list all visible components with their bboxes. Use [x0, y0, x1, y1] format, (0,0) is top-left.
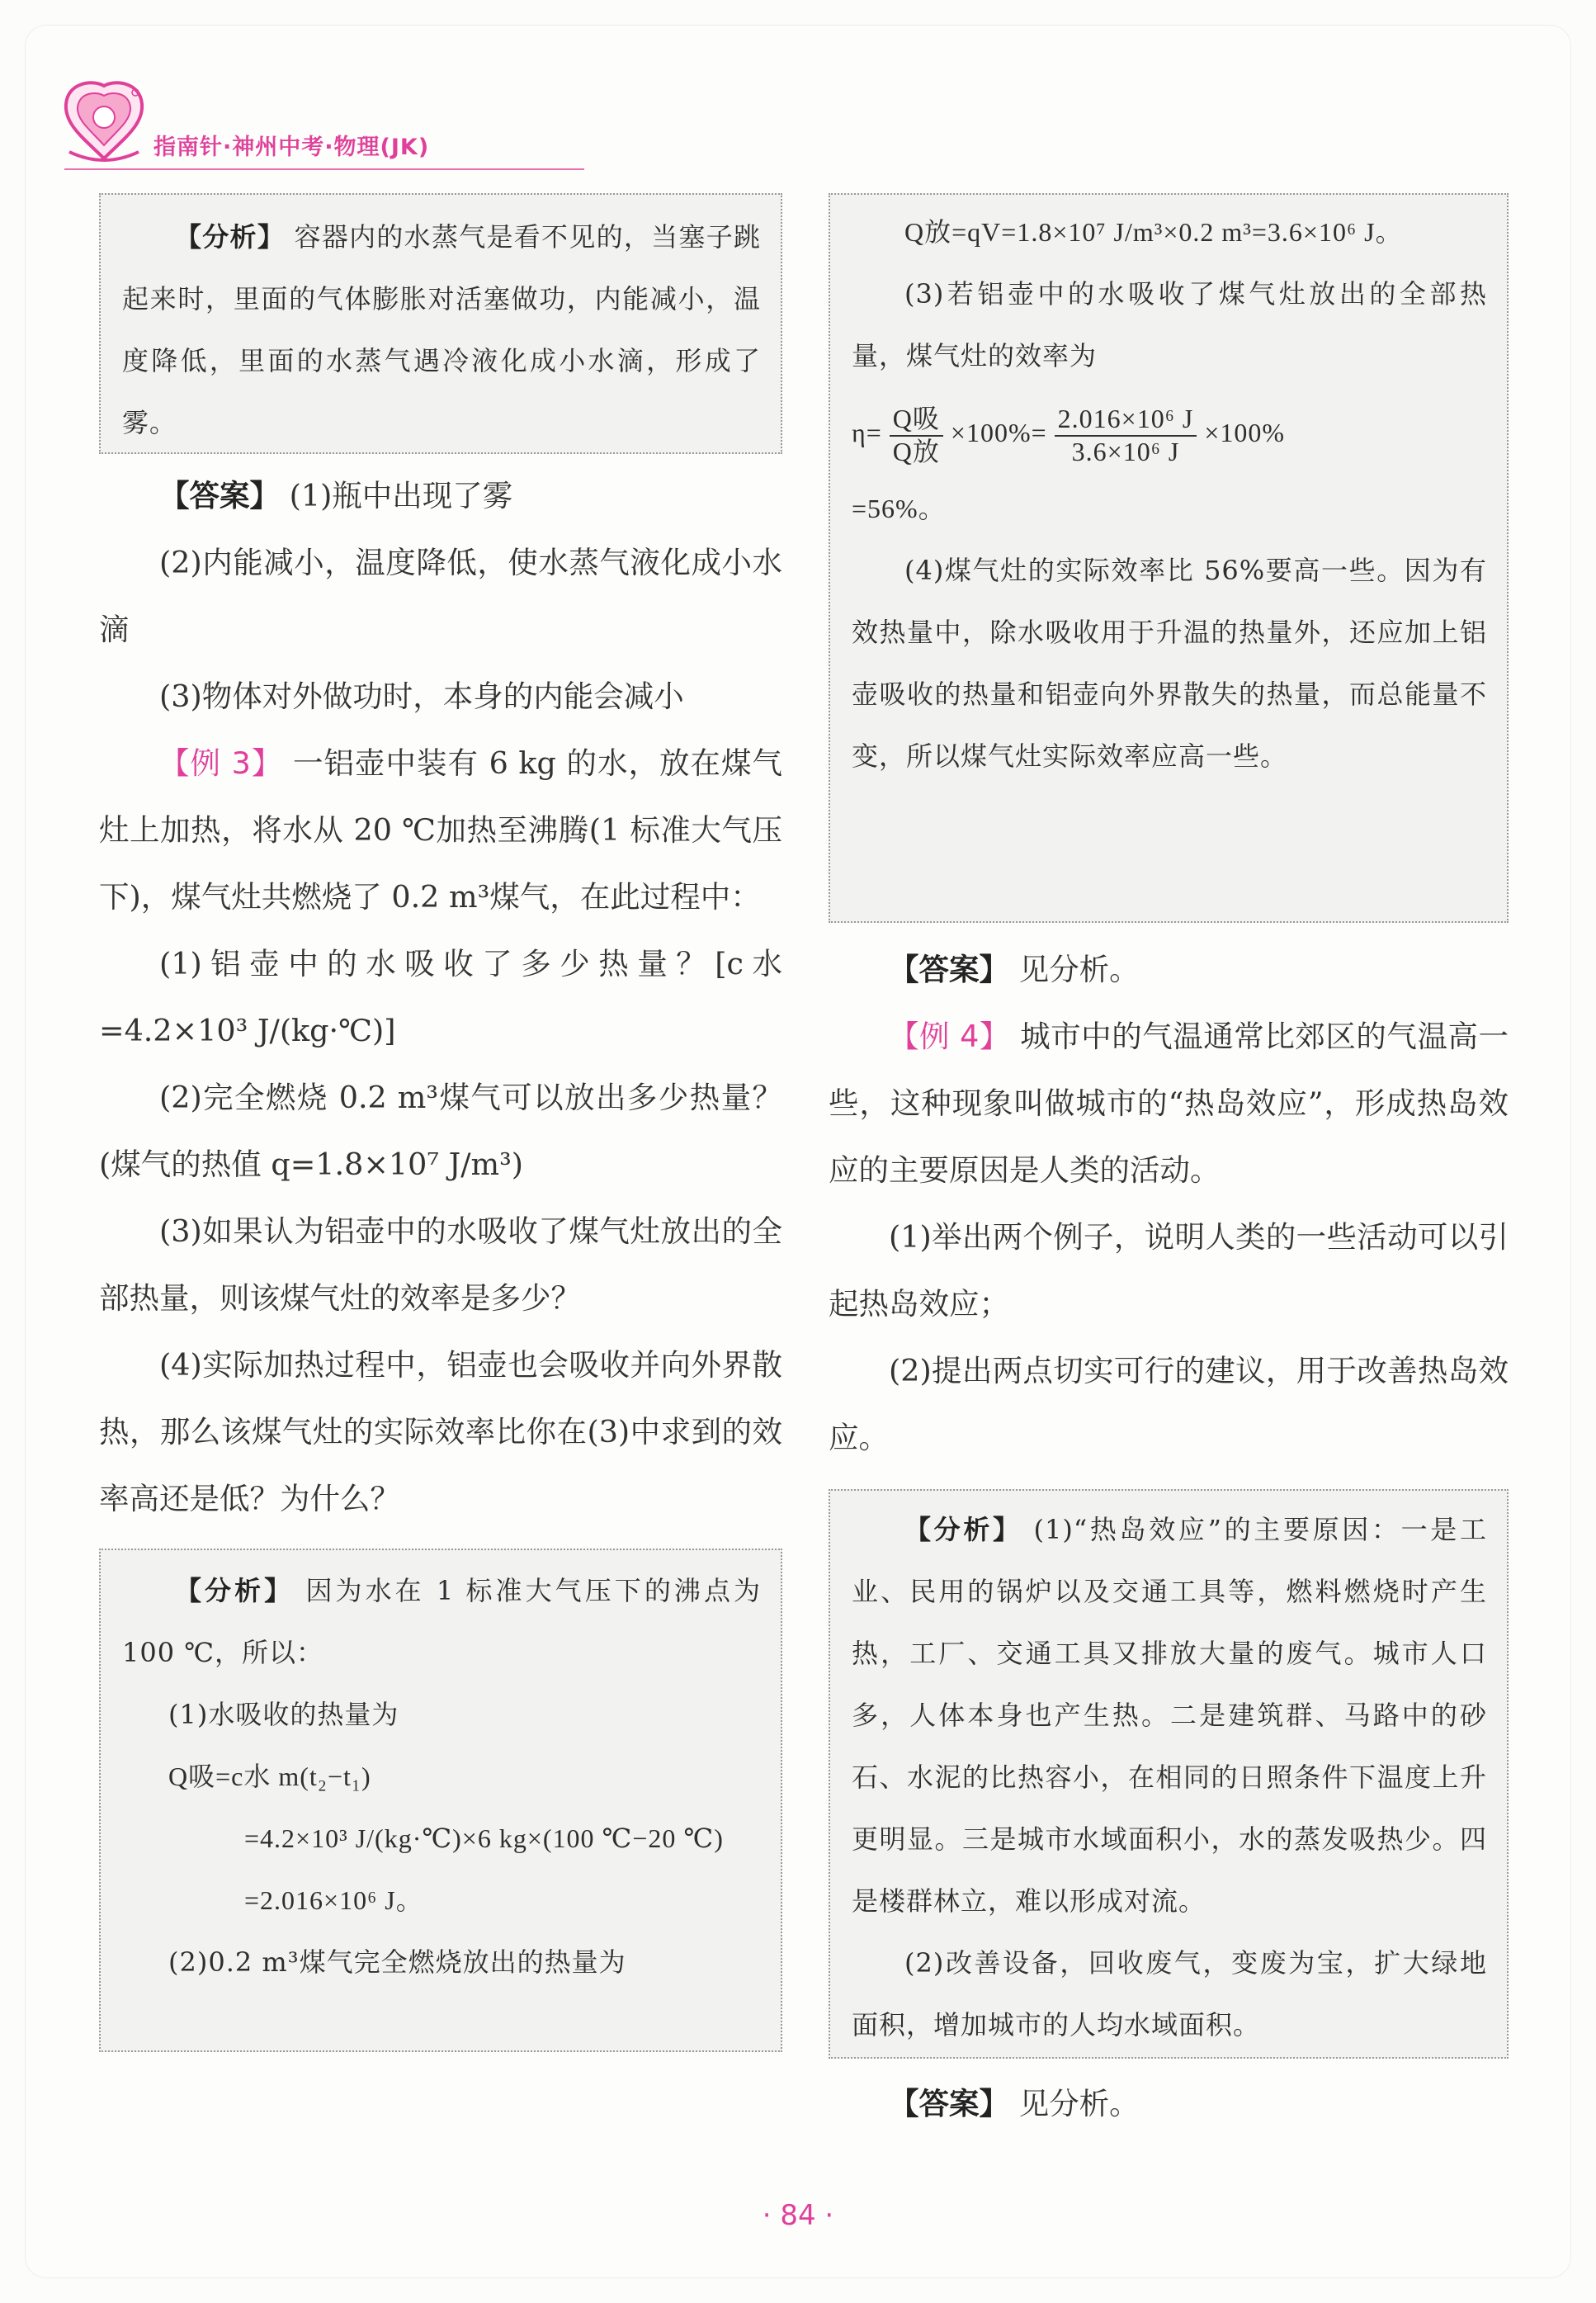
analysis-4-p1-text: (1)“热岛效应”的主要原因：一是工业、民用的锅炉以及交通工具等，燃料燃烧时产生热，工厂、交通工具又排放大量的废气。城市人口多，人体本身也产生热。二是建筑群、马路中的砂石、水泥的比热容小，在相同的日照条件下温度上升更明显。三是城市水域面积小，水的蒸发吸热少。四是楼群林立，难以形成对流。: [852, 1514, 1487, 1917]
answer-label: 【答案】: [159, 478, 280, 513]
example-4-q2: (2)提出两点切实可行的建议，用于改善热岛效应。: [829, 1353, 1509, 1455]
page-number: · 84 ·: [762, 2199, 834, 2232]
right-column: [829, 193, 1509, 2137]
fraction-1-numerator: Q吸: [890, 405, 943, 437]
header-rule: [64, 168, 584, 170]
example-4-q1: (1)举出两个例子，说明人类的一些活动可以引起热岛效应；: [829, 1219, 1509, 1322]
analysis-3-step-1: (1)水吸收的热量为: [168, 1699, 399, 1730]
example-3-label: 【例 3】: [159, 745, 283, 781]
analysis-3-intro-text: 因为水在 1 标准大气压下的沸点为 100 ℃，所以：: [122, 1575, 761, 1668]
times-100: ×100%: [1204, 418, 1286, 447]
analysis-4-p2: (2)改善设备，回收废气，变废为宝，扩大绿地面积，增加城市的人均水域面积。: [852, 1947, 1487, 2041]
analysis-4-p1: [852, 1499, 1487, 1932]
analysis-box-1: [99, 193, 782, 454]
fraction-2-denominator: 3.6×10⁶ J: [1071, 436, 1180, 466]
example-3-intro: [99, 730, 782, 930]
analysis-box-4: [829, 1489, 1509, 2059]
eta-symbol: η=: [852, 418, 882, 447]
answer-1-line-1: [99, 462, 782, 529]
answer-1-item-1: (1)瓶中出现了雾: [289, 478, 513, 513]
answer-1-item-2: (2)内能减小，温度降低，使水蒸气液化成小水滴: [99, 545, 782, 647]
answer-4: [829, 2070, 1509, 2137]
analysis-box-3-continued: [829, 193, 1509, 923]
example-3: [99, 730, 782, 1532]
example-3-intro-text: 一铝壶中装有 6 kg 的水，放在煤气灶上加热，将水从 20 ℃加热至沸腾(1 标准大气压下)，煤气灶共燃烧了 0.2 m³煤气，在此过程中：: [99, 745, 782, 915]
publisher-logo-icon: [59, 79, 149, 170]
example-4-label: 【例 4】: [889, 1019, 1010, 1054]
analysis-3-step-4: (4)煤气灶的实际效率比 56%要高一些。因为有效热量中，除水吸收用于升温的热量外，还应加上铝壶吸收的热量和铝壶向外界散失的热量，而总能量不变，所以煤气灶实际效率应高一些。: [852, 555, 1487, 772]
example-3-q4: (4)实际加热过程中，铝壶也会吸收并向外界散热，那么该煤气灶的实际效率比你在(3)中求到的效率高还是低？为什么？: [99, 1347, 782, 1516]
example-4-intro-text: 城市中的气温通常比郊区的气温高一些，这种现象叫做城市的“热岛效应”，形成热岛效应的主要原因是人类的活动。: [829, 1019, 1509, 1188]
answer-3-text: 见分析。: [1018, 952, 1140, 987]
times-100-equals: ×100%=: [950, 418, 1047, 447]
answer-3: [829, 936, 1509, 1003]
answer-label: 【答案】: [889, 2086, 1009, 2121]
example-3-q2: (2)完全燃烧 0.2 m³煤气可以放出多少热量？(煤气的热值 q=1.8×10⁷ J/m³): [99, 1080, 782, 1182]
example-4: [829, 1003, 1509, 1471]
analysis-3-step-2: (2)0.2 m³煤气完全燃烧放出的热量为: [168, 1946, 626, 1978]
analysis-box-3: [99, 1549, 782, 2052]
analysis-3-intro: [122, 1560, 761, 1684]
fraction-2: [1055, 405, 1197, 466]
example-3-q1: (1)铝壶中的水吸收了多少热量？[c水=4.2×10³ J/(kg·℃)]: [99, 946, 782, 1048]
efficiency-formula: [852, 387, 1487, 478]
analysis-3-eq-2: =4.2×10³ J/(kg·℃)×6 kg×(100 ℃−20 ℃): [244, 1823, 724, 1853]
series-title: 指南针·神州中考·物理(JK): [153, 135, 430, 160]
analysis-label: 【分析】: [904, 1514, 1022, 1545]
example-3-q3: (3)如果认为铝壶中的水吸收了煤气灶放出的全部热量，则该煤气灶的效率是多少？: [99, 1213, 782, 1316]
answer-4-text: 见分析。: [1018, 2086, 1140, 2121]
analysis-1-text: 容器内的水蒸气是看不见的，当塞子跳起来时，里面的气体膨胀对活塞做功，内能减小，温度降低，里面的水蒸气遇冷液化成小水滴，形成了雾。: [122, 221, 761, 438]
example-4-intro: [829, 1003, 1509, 1204]
analysis-label: 【分析】: [175, 221, 286, 253]
fraction-1: [890, 405, 943, 466]
analysis-3-step-3: (3)若铝壶中的水吸收了煤气灶放出的全部热量，煤气灶的效率为: [852, 278, 1487, 371]
answer-1-item-3: (3)物体对外做功时，本身的内能会减小: [159, 679, 684, 714]
analysis-3-eq-3: =2.016×10⁶ J。: [244, 1885, 423, 1915]
fraction-1-denominator: Q放: [892, 436, 940, 466]
fraction-2-numerator: 2.016×10⁶ J: [1055, 405, 1197, 437]
analysis-label: 【分析】: [175, 1575, 295, 1606]
left-column: [99, 193, 782, 2052]
analysis-3-eq-1: Q吸=c水 m(t₂−t₁): [168, 1762, 371, 1791]
analysis-1: [122, 206, 761, 454]
efficiency-result: =56%。: [852, 494, 946, 523]
answer-1: [99, 462, 782, 730]
analysis-3-eq-4: Q放=qV=1.8×10⁷ J/m³×0.2 m³=3.6×10⁶ J。: [904, 217, 1403, 247]
answer-label: 【答案】: [889, 952, 1009, 987]
